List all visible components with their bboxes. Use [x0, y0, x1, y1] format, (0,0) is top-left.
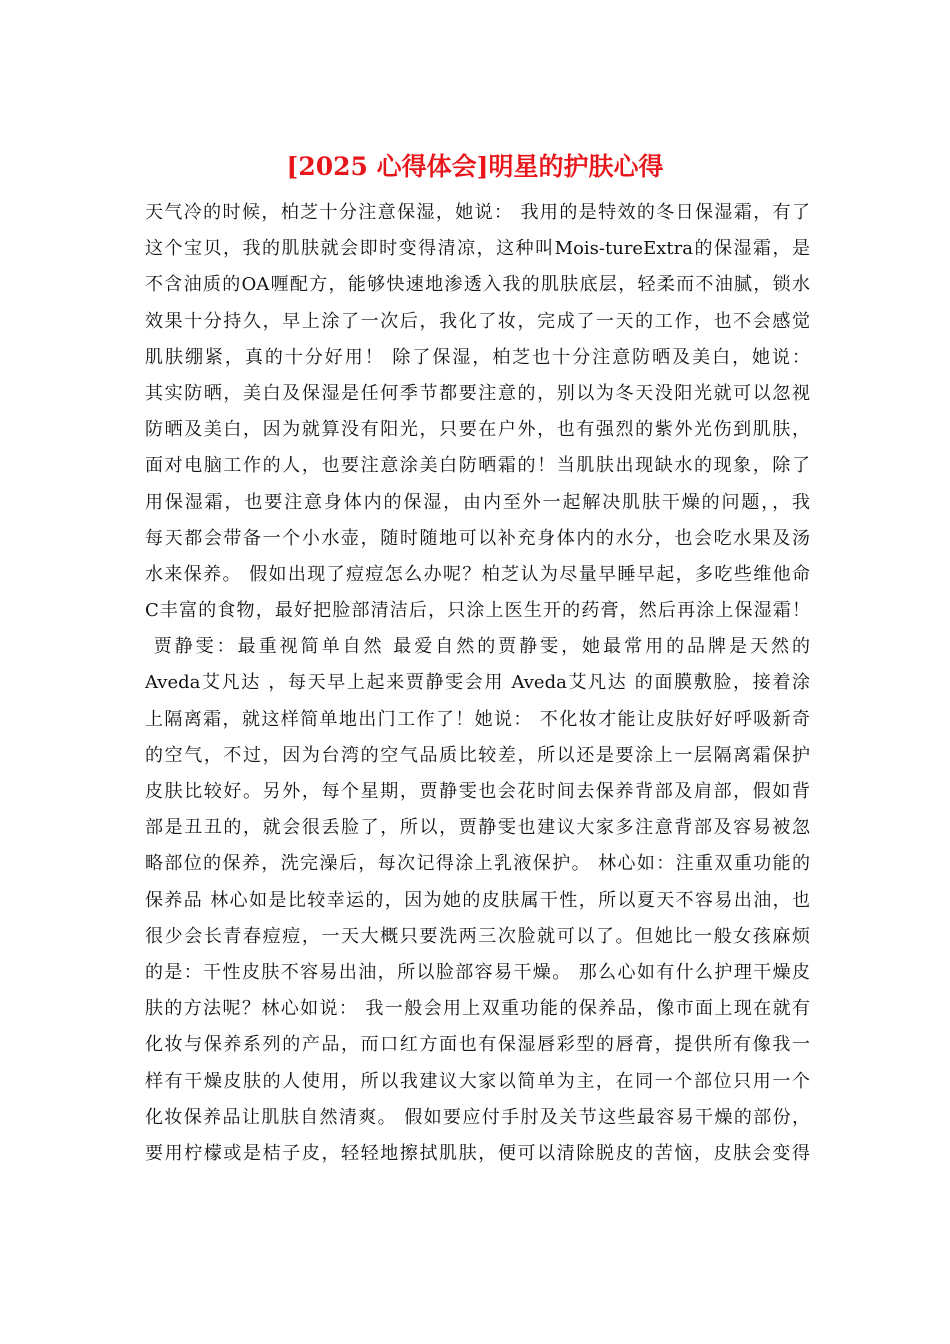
body-line: 肤的方法呢？林心如说： 我一般会用上双重功能的保养品，像市面上现在就有	[145, 998, 810, 1020]
body-line: 的是：干性皮肤不容易出油，所以脸部容易干燥。 那么心如有什么护理干燥皮	[145, 961, 810, 983]
body-line: 上隔离霜，就这样简单地出门工作了！她说： 不化妆才能让皮肤好好呼吸新奇	[145, 708, 810, 730]
body-line: 效果十分持久，早上涂了一次后，我化了妆，完成了一天的工作，也不会感觉	[145, 310, 810, 332]
body-line: 化妆与保养系列的产品，而口红方面也有保湿唇彩型的唇膏，提供所有像我一	[145, 1034, 810, 1056]
body-line: 水来保养。 假如出现了痘痘怎么办呢？柏芝认为尽量早睡早起，多吃些维他命	[145, 563, 810, 585]
body-line: 化妆保养品让肌肤自然清爽。 假如要应付手肘及关节这些最容易干燥的部份，	[145, 1106, 810, 1128]
body-line: 每天都会带备一个小水壶，随时随地可以补充身体内的水分，也会吃水果及汤	[145, 527, 810, 549]
body-line: C丰富的食物，最好把脸部清洁后，只涂上医生开的药膏，然后再涂上保湿霜！	[145, 600, 810, 622]
document-body	[145, 195, 810, 1172]
body-line: 其实防晒，美白及保湿是任何季节都要注意的，别以为冬天没阳光就可以忽视	[145, 382, 810, 404]
body-line: 防晒及美白，因为就算没有阳光，只要在户外，也有强烈的紫外光伤到肌肤，	[145, 419, 810, 441]
body-line: 不含油质的OA喱配方，能够快速地渗透入我的肌肤底层，轻柔而不油腻，锁水	[145, 274, 810, 296]
body-line: 部是丑丑的，就会很丢脸了，所以，贾静雯也建议大家多注意背部及容易被忽	[145, 817, 810, 839]
body-line: Aveda艾凡达 ，每天早上起来贾静雯会用 Aveda艾凡达 的面膜敷脸，接着涂	[145, 672, 810, 694]
body-line: 样有干燥皮肤的人使用，所以我建议大家以简单为主，在同一个部位只用一个	[145, 1070, 810, 1092]
body-line: 略部位的保养，洗完澡后，每次记得涂上乳液保护。 林心如：注重双重功能的	[145, 853, 810, 875]
body-line: 用保湿霜，也要注意身体内的保湿，由内至外一起解决肌肤干燥的问题，，我	[145, 491, 810, 513]
body-line: 的空气，不过，因为台湾的空气品质比较差，所以还是要涂上一层隔离霜保护	[145, 744, 810, 766]
body-line: 要用柠檬或是桔子皮，轻轻地擦拭肌肤，便可以清除脱皮的苦恼，皮肤会变得	[145, 1142, 810, 1164]
body-line: 这个宝贝，我的肌肤就会即时变得清凉，这种叫Mois-tureExtra的保湿霜，是	[145, 238, 810, 260]
body-line: 肌肤绷紧，真的十分好用！ 除了保湿，柏芝也十分注意防晒及美白，她说：	[145, 346, 810, 368]
document-title: [2025 心得体会]明星的护肤心得	[286, 152, 664, 181]
body-line: 皮肤比较好。另外，每个星期，贾静雯也会花时间去保养背部及肩部，假如背	[145, 781, 810, 802]
body-line: 天气冷的时候，柏芝十分注意保湿，她说： 我用的是特效的冬日保湿霜，有了	[145, 202, 810, 223]
body-line: 保养品 林心如是比较幸运的，因为她的皮肤属干性，所以夏天不容易出油，也	[145, 889, 810, 911]
body-line: 贾静雯：最重视简单自然 最爱自然的贾静雯，她最常用的品牌是天然的	[145, 636, 810, 658]
body-line: 面对电脑工作的人，也要注意涂美白防晒霜的！当肌肤出现缺水的现象，除了	[145, 455, 810, 477]
body-line: 很少会长青春痘痘，一天大概只要洗两三次脸就可以了。但她比一般女孩麻烦	[145, 925, 810, 947]
